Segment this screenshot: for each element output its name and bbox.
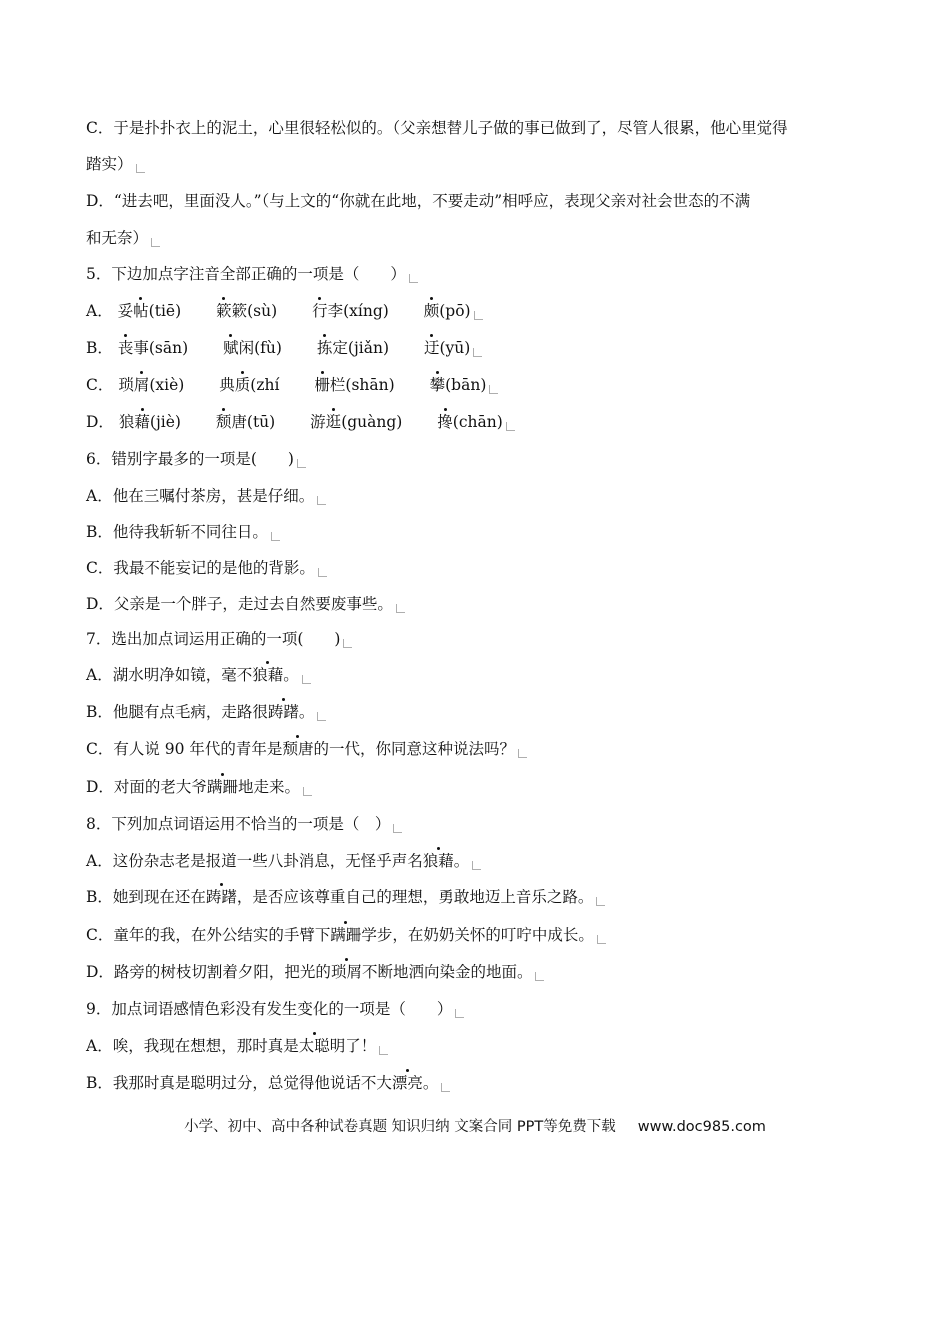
q6-option-a: A．他在三嘱付茶房，甚是仔细。 [86, 486, 326, 506]
q5-a-item1: 妥帖(tiē) [117, 302, 182, 320]
q5-c-item2: 典质(zhí [219, 376, 280, 394]
paragraph-mark-icon [136, 164, 145, 173]
q5-a-item3: 行李(xíng) [312, 302, 389, 320]
q6-option-d: D．父亲是一个胖子，走过去自然要废事些。 [86, 594, 405, 614]
paragraph-mark-icon [317, 712, 326, 721]
paragraph-mark-icon [441, 1083, 450, 1092]
paragraph-mark-icon [343, 639, 352, 648]
paragraph-mark-icon [396, 604, 405, 613]
q5-a-item2: 簌簌(sù) [216, 302, 278, 320]
q5-c-item3: 栅栏(shān) [314, 376, 395, 394]
q7-option-c: C．有人说 90 年代的青年是颓唐的一代，你同意这种说法吗？ [86, 739, 527, 759]
q9-option-a: A．唉，我现在想想，那时真是太聪明了！ [86, 1036, 388, 1056]
footer-site-link[interactable]: www.doc985.com [637, 1119, 766, 1135]
q4-option-d-line1: D．“进去吧，里面没人。”（与上文的“你就在此地，不要走动”相呼应，表现父亲对社会世态的不满 [86, 192, 751, 210]
q5-option-a: A． 妥帖(tiē) 簌簌(sù) 行李(xíng) 颇(pō) [86, 301, 483, 321]
q8-option-d: D．路旁的树枝切割着夕阳，把光的琐屑不断地洒向染金的地面。 [86, 962, 544, 982]
q5-d-item2: 颓唐(tū) [215, 413, 276, 431]
paragraph-mark-icon [318, 568, 327, 577]
q5-d-item1: 狼藉(jiè) [118, 413, 181, 431]
q4-option-c-line2: 踏实） [86, 154, 145, 174]
paragraph-mark-icon [409, 274, 418, 283]
q4-option-d-line2: 和无奈） [86, 228, 160, 248]
paragraph-mark-icon [317, 496, 326, 505]
footer-text: 小学、初中、高中各种试卷真题 知识归纳 文案合同 PPT等免费下载 [184, 1119, 616, 1135]
q5-option-c: C． 琐屑(xiè) 典质(zhí 栅栏(shān) 攀(bān) [86, 375, 498, 395]
q5-a-item4: 颇(pō) [423, 302, 471, 320]
q9-stem: 9．加点词语感情色彩没有发生变化的一项是（ ） [86, 999, 464, 1019]
q5-b-item2: 赋闲(fù) [223, 339, 282, 357]
q4-option-c-line1: C．于是扑扑衣上的泥土，心里很轻松似的。（父亲想替儿子做的事已做到了，尽管人很累，他心里觉得 [86, 119, 788, 137]
paragraph-mark-icon [597, 935, 606, 944]
paragraph-mark-icon [393, 824, 402, 833]
paragraph-mark-icon [271, 532, 280, 541]
q8-option-c: C．童年的我，在外公结实的手臂下蹒跚学步，在奶奶关怀的叮咛中成长。 [86, 925, 606, 945]
q5-option-b: B． 丧事(sān) 赋闲(fù) 拣定(jiǎn) 迂(yū) [86, 338, 482, 358]
q5-d-item4: 搀(chān) [437, 413, 503, 431]
q6-stem: 6．错别字最多的一项是( ) [86, 449, 306, 469]
q5-b-item1: 丧事(sān) [117, 339, 189, 357]
q9-option-b: B．我那时真是聪明过分，总觉得他说话不大漂亮。 [86, 1073, 450, 1093]
paragraph-mark-icon [472, 861, 481, 870]
q8-stem: 8．下列加点词语运用不恰当的一项是（ ） [86, 814, 402, 834]
q5-option-d: D． 狼藉(jiè) 颓唐(tū) 游逛(guàng) 搀(chān) [86, 412, 515, 432]
q8-option-b: B．她到现在还在踌躇，是否应该尊重自己的理想，勇敢地迈上音乐之路。 [86, 887, 605, 907]
paragraph-mark-icon [302, 675, 311, 684]
paragraph-mark-icon [489, 385, 498, 394]
q5-c-item1: 琐屑(xiè) [118, 376, 185, 394]
q5-c-item4: 攀(bān) [429, 376, 487, 394]
paragraph-mark-icon [518, 749, 527, 758]
q7-stem: 7．选出加点词运用正确的一项( ) [86, 629, 352, 649]
paragraph-mark-icon [151, 238, 160, 247]
q8-option-a: A．这份杂志老是报道一些八卦消息，无怪乎声名狼藉。 [86, 851, 481, 871]
q6-option-b: B．他待我斩斩不同往日。 [86, 522, 280, 542]
paragraph-mark-icon [303, 787, 312, 796]
q7-option-b: B．他腿有点毛病，走路很踌躇。 [86, 702, 326, 722]
q6-option-c: C．我最不能妄记的是他的背影。 [86, 558, 327, 578]
q7-option-a: A．湖水明净如镜，毫不狼藉。 [86, 665, 311, 685]
q5-stem: 5．下边加点字注音全部正确的一项是（ ） [86, 264, 418, 284]
paragraph-mark-icon [379, 1046, 388, 1055]
paragraph-mark-icon [297, 459, 306, 468]
paragraph-mark-icon [535, 972, 544, 981]
paragraph-mark-icon [473, 348, 482, 357]
paragraph-mark-icon [474, 311, 483, 320]
q7-option-d: D．对面的老大爷蹒跚地走来。 [86, 777, 312, 797]
q5-b-item3: 拣定(jiǎn) [316, 339, 389, 357]
paragraph-mark-icon [455, 1009, 464, 1018]
page-footer [0, 1115, 950, 1136]
paragraph-mark-icon [506, 422, 515, 431]
paragraph-mark-icon [596, 897, 605, 906]
q5-b-item4: 迂(yū) [423, 339, 471, 357]
q5-d-item3: 游逛(guàng) [310, 413, 403, 431]
